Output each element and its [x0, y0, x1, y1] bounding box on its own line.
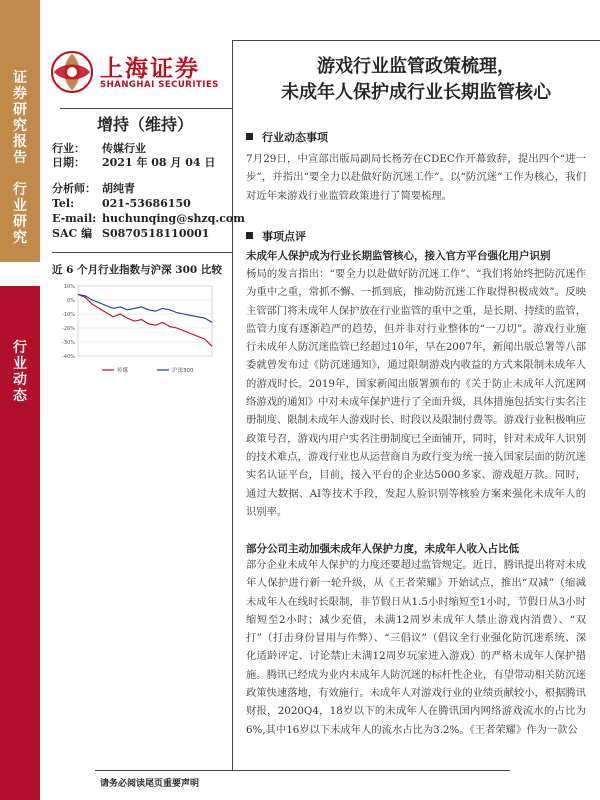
sub-heading-companies: 部分公司主动加强未成年人保护力度，未成年人收入占比低: [246, 543, 519, 555]
meta-rule: [52, 252, 232, 253]
email-label: E-mail:: [52, 212, 97, 225]
logo-rule: [60, 108, 232, 109]
industry-label: 行业：: [52, 142, 85, 155]
chart-ytick-label: -20%: [62, 326, 75, 332]
index-comparison-chart: [52, 280, 222, 380]
sidebar-bottom-label: 行 业 动 态: [13, 340, 27, 404]
sac-label: SAC 编: [52, 227, 93, 240]
footer-rule: [95, 770, 510, 771]
section-bullet-icon: [246, 133, 253, 140]
email-value[interactable]: huchunqing@shzq.com: [102, 212, 245, 225]
chart-ytick-label: 0%: [67, 298, 75, 304]
chart-ytick-label: 10%: [63, 284, 75, 290]
report-title-line2: 未成年人保护成行业长期监管核心: [281, 82, 551, 103]
company-logo: [50, 50, 220, 102]
protection-paragraph: 杨局的发言指出：“要全力以赴做好防沉迷工作”、“我们将始终把防沉迷作为重中之重，常抓不懈、一抓到底，推动防沉迷工作取得积极成效”。反映主管部门将未成年人保护放在行业监管的重中之重，是长期、持续的监管，监管力度有逐渐趋严的趋势，但并非对行业整体的“一刀切”。游戏行业施行未成年人防沉迷监管已经超过10年，早在2007年，新闻出版总署等八部委就曾发布过《防沉迷通知》，通过限制游戏内收益的方式来限制未成年人的游戏时长。2019年，国家新闻出版署颁布的《关于防止未成年人沉迷网络游戏的通知》中对未成年保护进行了全面升级，具体措施包括实行实名注册制度、限制未成年人游戏时长、时段以及限制付费等。游戏行业积极响应政策号召，游戏内用户实名注册制度已全面铺开，同时，针对未成年人识别的技术难点，游戏行业也从运营商自为政行变为统一接入国家层面的防沉迷实名认证平台，目前，接入平台的企业达5000多家、游戏超万款。同时，通过大数据、AI等技术手段，发起人脸识别等核验方案来强化未成年人的识别率。: [246, 268, 586, 518]
chart-ytick-label: -30%: [62, 340, 75, 346]
analyst-value: 胡纯青: [102, 182, 135, 195]
report-title-line1: 游戏行业监管政策梳理，: [317, 56, 515, 77]
sidebar-top-label: 证 券 研 究 报 告 行 业 研 究: [13, 70, 27, 246]
chart-legend-label: 沪深300: [172, 368, 194, 374]
chart-title: 近 6 个月行业指数与沪深 300 比较: [52, 264, 222, 276]
sac-value: S0870518110001: [102, 227, 210, 240]
section-title-dynamics: 行业动态事项: [262, 131, 328, 144]
date-value: 2021 年 08 月 04 日: [102, 156, 216, 169]
tel-label: Tel:: [52, 197, 75, 210]
top-rule: [232, 40, 600, 41]
chart-frame: [78, 286, 212, 356]
logo-name-cn: 上海证券: [100, 56, 200, 82]
logo-emblem-icon: [50, 50, 94, 94]
sub-heading-protection: 未成年人保护成为行业长期监管核心，接入官方平台强化用户识别: [246, 250, 551, 262]
chart-ytick-label: -40%: [62, 354, 75, 360]
chart-legend-label: 传媒: [117, 368, 129, 374]
chart-ytick-label: -10%: [62, 312, 75, 318]
chart-series-line-csi300: [78, 294, 212, 322]
rating-label: 增持（维持）: [96, 115, 193, 134]
companies-paragraph: 部分企业未成年人保护的力度还要超过监管规定。近日，腾讯提出将对未成年人保护进行新一轮升级，从《王者荣耀》开始试点，推出“双减”（缩减未成年人在线时长限制，非节假日从1.5小时缩短至1小时，节假日从3小时缩短至2小时；减少充值，未满12周岁未成年人禁止游戏内消费）、“双打”（打击身份冒用与作弊）、“三倡议”（倡议全行业强化防沉迷系统、深化适龄评定、讨论禁止未满12周岁玩家进入游戏）的严格未成年人保护措施。腾讯已经成为业内未成年人防沉迷的标杆性企业，有望带动相关防沉迷政策快速落地，有效施行。未成年人对游戏行业的业绩贡献较小，根据腾讯财报，2020Q4，18岁以下的未成年人在腾讯国内网络游戏流水的占比为6%,其中16岁以下未成年人的流水占比为3.2%。《王者荣耀》作为一款公: [246, 559, 586, 736]
section-title-review: 事项点评: [262, 230, 306, 243]
section-bullet-icon: [246, 232, 253, 239]
dynamics-paragraph: 7月29日，中宣部出版局副局长杨芳在CDEC作开幕致辞，提出四个“进一步”，并指出“要全力以赴做好防沉迷工作”。以“防沉迷”工作为核心，我们对近年来游戏行业监管政策进行了简要梳理。: [246, 153, 586, 202]
column-divider: [232, 40, 233, 770]
date-label: 日期：: [52, 156, 85, 169]
analyst-label: 分析师：: [52, 182, 96, 195]
industry-value: 传媒行业: [102, 142, 146, 155]
logo-name-en: SHANGHAI SECURITIES: [100, 80, 219, 90]
tel-value: 021-53686150: [102, 197, 191, 210]
disclaimer-note[interactable]: 请务必阅读尾页重要声明: [100, 779, 200, 789]
